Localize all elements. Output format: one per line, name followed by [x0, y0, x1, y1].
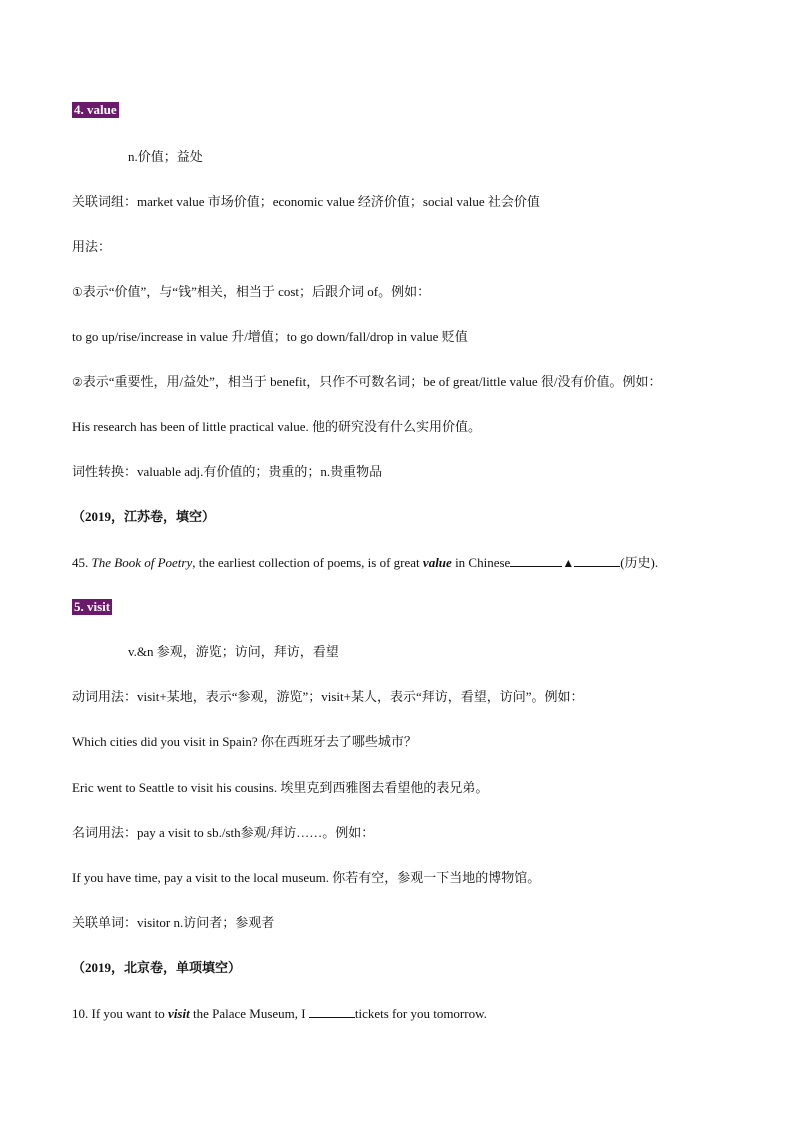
usage-1-example: to go up/rise/increase in value 升/增值；to go down/fall/drop in value 贬值 [72, 329, 468, 344]
exam-source-beijing: （2019，北京卷，单项填空） [72, 960, 242, 975]
usage-2 [72, 374, 662, 390]
heading-label: 4. value [74, 102, 117, 117]
example-3: If you have time, pay a visit to the local museum. 你若有空，参观一下当地的博物馆。 [72, 870, 541, 885]
question-text-mid: the Palace Museum, I [189, 1006, 309, 1021]
circled-one-icon: ① [72, 285, 83, 299]
question-text: , the earliest collection of poems, is of great [192, 555, 423, 570]
word-conversion: 词性转换：valuable adj.有价值的；贵重的；n.贵重物品 [72, 464, 383, 479]
example-1: Which cities did you visit in Spain? 你在西班牙去了哪些城市？ [72, 734, 417, 749]
definition-value: n.价值；益处 [128, 149, 203, 164]
noun-usage: 名词用法：pay a visit to sb./sth参观/拜访……。例如： [72, 825, 375, 840]
definition-visit: v.&n 参观，游览；访问，拜访，看望 [128, 644, 339, 659]
exam-source-jiangsu: （2019，江苏卷，填空） [72, 509, 216, 524]
usage-1 [72, 284, 430, 300]
example-2: Eric went to Seattle to visit his cousins. 埃里克到西雅图去看望他的表兄弟。 [72, 780, 489, 795]
circled-two-icon: ② [72, 375, 83, 389]
question-number: 45. [72, 555, 92, 570]
usage-2-example: His research has been of little practical value. 他的研究没有什么实用价值。 [72, 419, 482, 434]
heading-label: 5. visit [74, 599, 111, 614]
keyword-visit: visit [168, 1006, 190, 1021]
keyword-value: value [422, 555, 452, 570]
exam-question-45 [72, 554, 658, 571]
usage-title: 用法： [72, 239, 112, 254]
section-heading-value [72, 102, 119, 118]
usage-2-text: 表示“重要性，用/益处”，相当于 benefit，只作不可数名词；be of great/little value 很/没有价值。例如： [82, 374, 662, 389]
usage-1-text: 表示“价值”，与“钱”相关，相当于 cost；后跟介词 of。例如： [82, 284, 431, 299]
related-word: 关联单词：visitor n.访问者；参观者 [72, 915, 275, 930]
question-hint: (历史). [620, 555, 659, 570]
question-text-after: in Chinese [451, 555, 511, 570]
triangle-icon: ▲ [562, 556, 575, 570]
exam-question-10 [72, 1005, 487, 1022]
book-title: The Book of Poetry [91, 555, 193, 570]
question-text: 10. If you want to [72, 1006, 169, 1021]
section-heading-visit [72, 599, 112, 615]
verb-usage: 动词用法：visit+某地，表示“参观，游览”；visit+某人，表示“拜访，看望，访问”。例如： [72, 689, 584, 704]
collocations-value: 关联词组：market value 市场价值；economic value 经济价值；social value 社会价值 [72, 194, 540, 209]
answer-blank[interactable] [309, 1005, 355, 1018]
question-text-end: tickets for you tomorrow. [354, 1006, 487, 1021]
answer-blank-right[interactable] [574, 554, 620, 567]
answer-blank-left[interactable] [510, 554, 562, 567]
